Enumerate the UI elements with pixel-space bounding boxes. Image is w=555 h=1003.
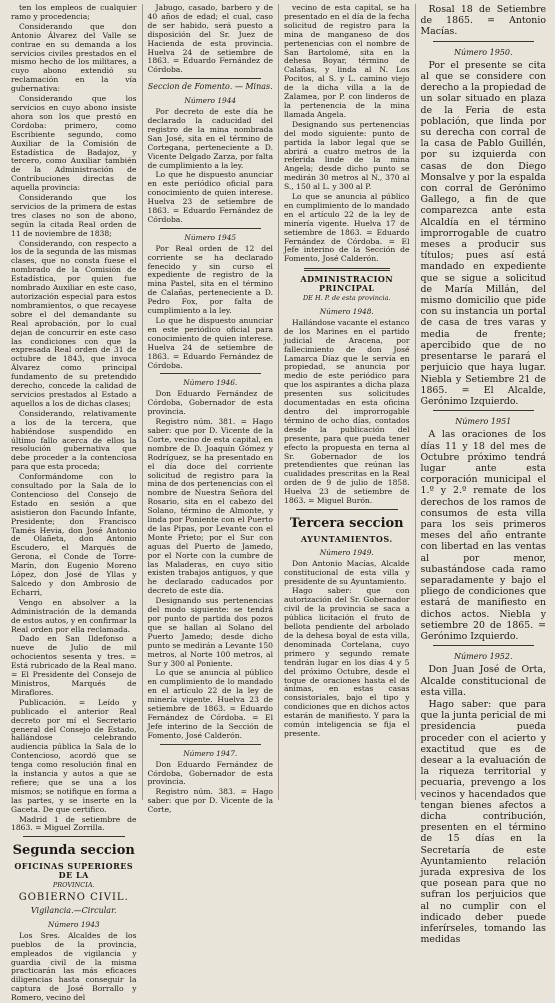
paragraph: Registro núm. 383. = Hago saber: que por D. Vicente de la Corte,	[147, 787, 273, 815]
subsection-heading: Vigilancia.—Circular.	[30, 906, 117, 915]
government-heading: GOBIERNO CIVIL.	[18, 892, 129, 904]
notice-number: Número 1951	[455, 417, 512, 427]
paragraph: Rosal 18 de Setiembre de 1865. = Antonio Macías.	[420, 4, 546, 38]
notice-number: Número 1948.	[319, 307, 374, 316]
province-subheading: PROVINCIA.	[52, 881, 95, 890]
paragraph: Lo que se anuncia al público en cumplimiento de lo mandado en el artículo 22 de la ley de minería vigente. Huelva 23 de setiembre de 1863. = Eduardo Fernández de Córdoba. = El Jefe interino de la Sección de Fomento, José Calderón.	[147, 668, 273, 740]
office-heading: OFICINAS SUPERIORES DE LA	[14, 861, 134, 881]
paragraph: Hallándose vacante el estanco de los Marines en el partido judicial de Aracena, por fallecimiento de don José Lamarca Díaz que le servía en propiedad, se anuncia por medio de este periódico para que los aspirantes a dicha plaza presenten sus solicitudes documentadas en esta oficina dentro del improrrogable término de ocho días, contados desde la publicación del presente, para que pueda tener efecto la propuesta en terna al Sr. Gobernador de los pretendientes que reúnan las cualidades prescritas en la Real orden de 9 de julio de 1858. Huelva 23 de setiembre de 1863. = Miguel Burón.	[284, 317, 410, 506]
divider-rule	[160, 373, 262, 374]
paragraph: Considerando que los servicios en cuyo abono insiste ahora son los que prestó en Cordoba: primero, como Escribiente segundo, como Auxiliar de la Comisión de Estadística de Badajoz, y tercero, como Auxiliar también de la Administración de Contribuciones directas de aquella provincia:	[11, 94, 137, 193]
paragraph: Publicación. = Leído y publicado el anterior Real decreto por mí el Secretario general del Consejo de Estado, hallándose celebrando audiencia pública la Sala de lo Contencioso, acordó que se tenga como resolución final en la instancia y autos a que se refiere; que se una a los mismos; se notifique en forma a las partes, y se inserte en la Gaceta. De que certifico.	[11, 697, 137, 814]
paragraph: Considerando, relativamente a los de la tercera, que habiéndose suspendido en último fallo acerca de ellos la resolución gubernativa que debe proceder a la contenciosa para que esta proceda;	[11, 408, 137, 472]
paragraph: Considerando, con respecto a los de la segunda de las mismas clases, que no consta fuese el nombrado de la Comisión de Estadística, por quien fue nombrado Auxiliar en este caso, autorización especial para estos nombramientos, o que recayese sobre el del demandante su Real aprobación, por lo cual dejan de concurrir en este caso las condiciones con que la expresada Real orden de 31 de octubre de 1843, que invoca Álvarez como principal fundamento de su pretendido derecho, concede la calidad de servicios prestados al Estado a aquellos a los de dichas clases;	[11, 238, 137, 408]
text-column-4	[415, 4, 552, 946]
paragraph: Designando sus pertenencias del modo siguiente: se tendrá por punto de partida dos pozos que se hallan al Solano del Puerto Jamedo; desde dicho punto se medirán a Levante 150 metros, al Norte 100 metros, al Sur y 300 al Poniente.	[147, 596, 273, 668]
divider-rule	[296, 509, 398, 510]
notice-number: Número 1946.	[183, 378, 238, 388]
paragraph: Lo que he dispuesto anunciar en este periódico oficial para conocimiento de quien interese. Huelva 23 de setiembre de 1863. = Eduardo Fernández de Córdoba.	[147, 170, 273, 224]
paragraph: Lo que se anuncia al público en cumplimiento de lo mandado en el artículo 22 de la ley de minería vigente. Huelva 17 de setiembre de 1863. = Eduardo Fernández de Córdoba. = El Jefe interino de la Sección de Fomento, José Calderón.	[284, 192, 410, 264]
office-heading: AYUNTAMIENTOS.	[300, 533, 393, 544]
paragraph: Don Antonio Macías, Alcalde constitucional de esta villa y presidente de su Ayuntamiento.	[284, 558, 410, 586]
paragraph: Designando sus pertenencias del modo siguiente: punto de partida la labor legal que se abrirá a cuatro metros de la referida linde de la mina Angela; desde dicho punto se medirán 30 metros al N., 370 al S., 150 al L. y 300 al P.	[284, 119, 410, 192]
notice-number: Número 1943	[47, 919, 100, 929]
divider-rule	[433, 645, 535, 646]
paragraph: Hago saber: que con autorización del Sr. Gobernador civil de la provincia se saca a pública licitación el fruto de bellota pendiente del arbolado de la dehesa boyal de esta villa, denominada Cortelana, cuyo primero y segundo remate tendrán lugar en los días 4 y 5 del próximo Octubre, desde el toque de oraciones hasta el de ánimas, en estas casas consistoriales, bajo el tipo y condiciones que en dichos actos estarán de manifiesto. Y para la común inteligencia se fija el presente.	[284, 586, 410, 738]
text-column-3	[278, 4, 415, 800]
paragraph: Vengo en absolver a la Administración de la demanda de estos autos, y en confirmar la Real orden por ella reclamada.	[11, 597, 137, 634]
divider-rule	[23, 836, 125, 837]
paragraph: Hago saber: que para que la junta pericial de mi presidencia pueda proceder con el acierto y exactitud que es de desear a la evaluación de la riqueza territorial y pecuaria, prevengo a los vecinos y hacendados que tengan bienes afectos a dicha contribución, presenten en el término de 15 días en la Secretaría de este Ayuntamiento relación jurada expresiva de los que posean para que no sufran los perjuicios que al no cumplir con el indicado deber puede inferírseles, tomando las medidas	[420, 698, 546, 946]
paragraph: Por decreto de este día he declarado la caducidad del registro de la mina nombrada San José, sita en el término de Cortegana, perteneciente a D. Vicente Delgado Zarza, por falta de cumplimiento a la ley.	[147, 107, 273, 170]
paragraph: Lo que he dispuesto anunciar en este periódico oficial para conocimiento de quien interese. Huelva 24 de setiembre de 1863. = Eduardo Fernández de Córdoba.	[147, 316, 273, 370]
paragraph: A las oraciones de los días 11 y 18 del mes de Octubre próximo tendrá lugar ante esta corporación municipal el 1.º y 2.º remate de los derechos de los ramos de consumos de esta villa para los seis primeros meses del año entrante con libertad en las ventas al por menor, subastándose cada ramo separadamente y bajo el pliego de condiciones que estará de manifiesto en dichos actos. Niebla y setiembre 20 de 1865. = Gerónimo Izquierdo.	[420, 429, 546, 642]
divider-rule	[433, 410, 535, 411]
notice-number: Número 1949.	[319, 547, 374, 557]
notice-number: Número 1952.	[453, 652, 513, 662]
subsection-heading: Seccion de Fomento. — Minas.	[147, 82, 273, 92]
notice-number: Número 1950.	[453, 47, 513, 57]
text-column-2	[142, 3, 279, 815]
divider-rule	[433, 41, 535, 42]
paragraph: Conformándome con lo consultado por la Sala de lo Contencioso del Consejo de Estado en sesión a que asistieron don Facundo Infante, Presidente; don Francisco Tamés Hevia, don José Antonio de Olañeta, don Antonio Escudero, el Marqués de Gerona, el Conde de Torre-Marín, don Eugenio Moreno López, don José de Yllas y Salcedo y don Ambrosio de Echarri,	[11, 472, 137, 597]
paragraph: Madrid 1 de setiembre de 1863. = Miguel Zorrilla.	[11, 814, 137, 833]
text-column-1	[6, 3, 142, 1003]
office-heading: ADMINISTRACION PRINCIPAL	[300, 274, 394, 294]
paragraph: Por Real orden de 12 del corriente se ha declarado fenecido y sin curso el expediente de registro de la mina Pastel, sita en el término de Calañas, perteneciente a D. Pedro Fox, por falta de cumplimiento a la ley.	[147, 243, 273, 316]
divider-rule	[160, 228, 262, 229]
paragraph: Jabugo, casado, barbero y de 40 años de edad; el cual, caso de ser habido, será puesto a disposición del Sr. Juez de Hacienda de esta provincia. Huelva 24 de setiembre de 1863. = Eduardo Fernández de Córdoba.	[147, 3, 273, 75]
divider-rule	[304, 268, 390, 271]
province-subheading: DE H. P. de esta provincia.	[302, 294, 391, 303]
notice-number: Número 1944	[184, 96, 237, 106]
paragraph: Por el presente se cita al que se considere con derecho a la propiedad de un solar situado en plaza de la Feria de esta población, que linda por su derecha con corral de la casa de Pablo Guillén, por su izquierda con casas de don Diego Monsalve y por la espalda con corral de Gerónimo Gallego, a fin de que comparezca ante esta Alcaldía en el término improrrogable de cuatro meses a producir sus títulos; pues así está mandado en expediente que se sigue a solicitud de María Millán, del mismo domicilio que pide con su instancia un portal de casa de tres varas y media de frente; apercibido que de no presentarse le parará el perjuicio que haya lugar. Niebla y Setiembre 21 de 1865. = El Alcalde, Gerónimo Izquierdo.	[420, 59, 546, 407]
paragraph: Considerando que don Antonio Álvarez del Valle se contrae en su demanda a los servicios civiles prestados en el mismo hecho de los militares, a cuyo abono extendió su reclamación en la vía gubernativa:	[11, 21, 137, 94]
paragraph: Registro núm. 381. = Hago saber: que por D. Vicente de la Corte, vecino de esta capital, en nombre de D. Joaquín Gómez y Rodríguez, se ha presentado en el día doce del corriente solicitud de registro para la mina de dos pertenencias con el nombre de Nuestra Señora del Rosario, sita en el cabezo del Solano, término de Almonte, y linda por Poniente con el Puerto de las Pipas, por Levante con el Monte Prieto; por el Sur con aguas del Puerto de Jamedo, por el Norte con la cumbre de las Maladeras, en cuyo sitio existen trabajos antiguos, y que he declarado caducados por decreto de este día.	[147, 417, 273, 596]
paragraph: Dado en San Ildefonso a nueve de Julio de mil ochocientos sesenta y tres. = Está rubricado de la Real mano. = El Presidente del Consejo de Ministros, Marqués de Miraflores.	[11, 634, 137, 697]
paragraph: Considerando que los servicios de la primera de estas tres clases no son de abono, según la citada Real orden de 11 de noviembre de 1838;	[11, 193, 137, 238]
section-heading: Tercera seccion	[289, 515, 404, 531]
paragraph: Don Eduardo Fernández de Córdoba, Gobernador de esta provincia.	[147, 759, 273, 787]
divider-rule	[160, 744, 262, 745]
paragraph: ten los empleos de cualquier ramo y procedencia;	[11, 3, 137, 21]
paragraph: Los Sres. Alcaldes de los pueblos de la provincia, empleados de vigilancia y guardia civil de la misma practicarán las más eficaces diligencias hasta conseguir la captura de José Borrallo y Romero, vecino del	[11, 930, 137, 1003]
section-heading: Segunda seccion	[12, 843, 135, 859]
paragraph: Don Eduardo Fernández de Córdoba, Gobernador de esta provincia.	[147, 389, 273, 417]
notice-number: Número 1947.	[183, 748, 238, 758]
paragraph: Don Juan José de Orta, Alcalde constitucional de esta villa.	[420, 664, 546, 698]
notice-number: Número 1945	[184, 232, 237, 242]
divider-rule	[160, 78, 262, 79]
paragraph: vecino de esta capital, se ha presentado en el día de la fecha solicitud de registro para la mina de manganeso de dos pertenencias con el nombre de San Bartolomé, sita en la dehesa Boyar, término de Calañas, y linda al N. Los Pocitos, al S. y L. camino viejo de la dicha villa a la de Zalamea, por P. con linderos de la pertenencia de la mina llamada Angela.	[284, 3, 410, 119]
